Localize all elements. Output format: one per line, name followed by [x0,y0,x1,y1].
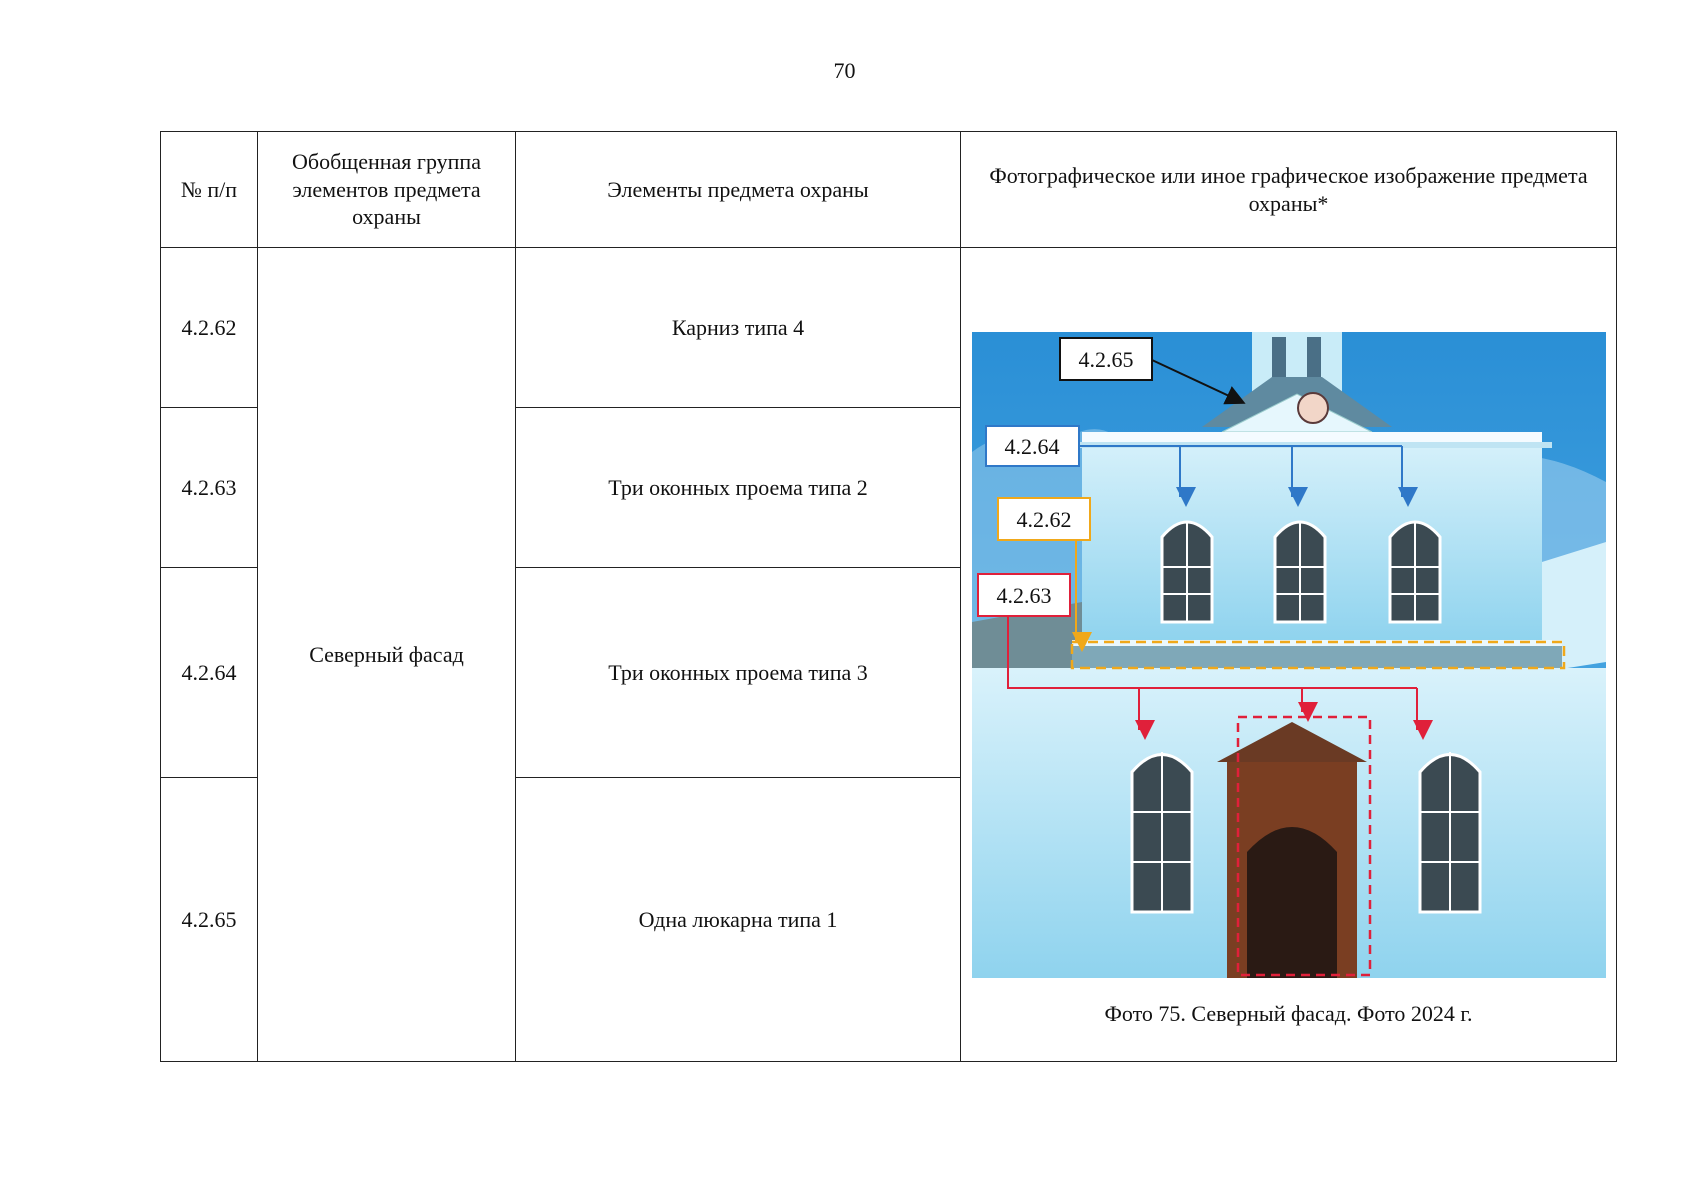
cornice [1072,644,1562,668]
lucarne-window [1298,393,1328,423]
row-element: Карниз типа 4 [516,248,961,408]
facade-photo [972,332,1606,978]
protection-table [160,131,1617,1062]
facade-photo-illustration [972,332,1606,978]
row-number: 4.2.64 [161,568,258,778]
callout-4-2-62-label: 4.2.62 [1016,507,1072,532]
header-image: Фотографическое или иное графическое изображение предмета охраны* [961,132,1617,248]
callout-4-2-65-label: 4.2.65 [1078,347,1134,372]
table-header-row [161,132,1617,248]
table-row [161,248,1617,408]
row-element: Три оконных проема типа 3 [516,568,961,778]
photo-caption: Фото 75. Северный фасад. Фото 2024 г. [1104,1001,1473,1026]
row-number: 4.2.63 [161,408,258,568]
callout-4-2-63-label: 4.2.63 [996,583,1052,608]
row-number: 4.2.65 [161,778,258,1062]
row-number: 4.2.62 [161,248,258,408]
header-group: Обобщенная группа элементов предмета охраны [258,132,516,248]
row-element: Одна люкарна типа 1 [516,778,961,1062]
header-elements: Элементы предмета охраны [516,132,961,248]
row-element: Три оконных проема типа 2 [516,408,961,568]
header-number: № п/п [161,132,258,248]
porch-door [1247,827,1337,978]
callout-4-2-64-label: 4.2.64 [1004,434,1060,459]
photo-cell [961,248,1617,1062]
page-number: 70 [833,58,856,83]
group-cell: Северный фасад [258,248,516,1062]
